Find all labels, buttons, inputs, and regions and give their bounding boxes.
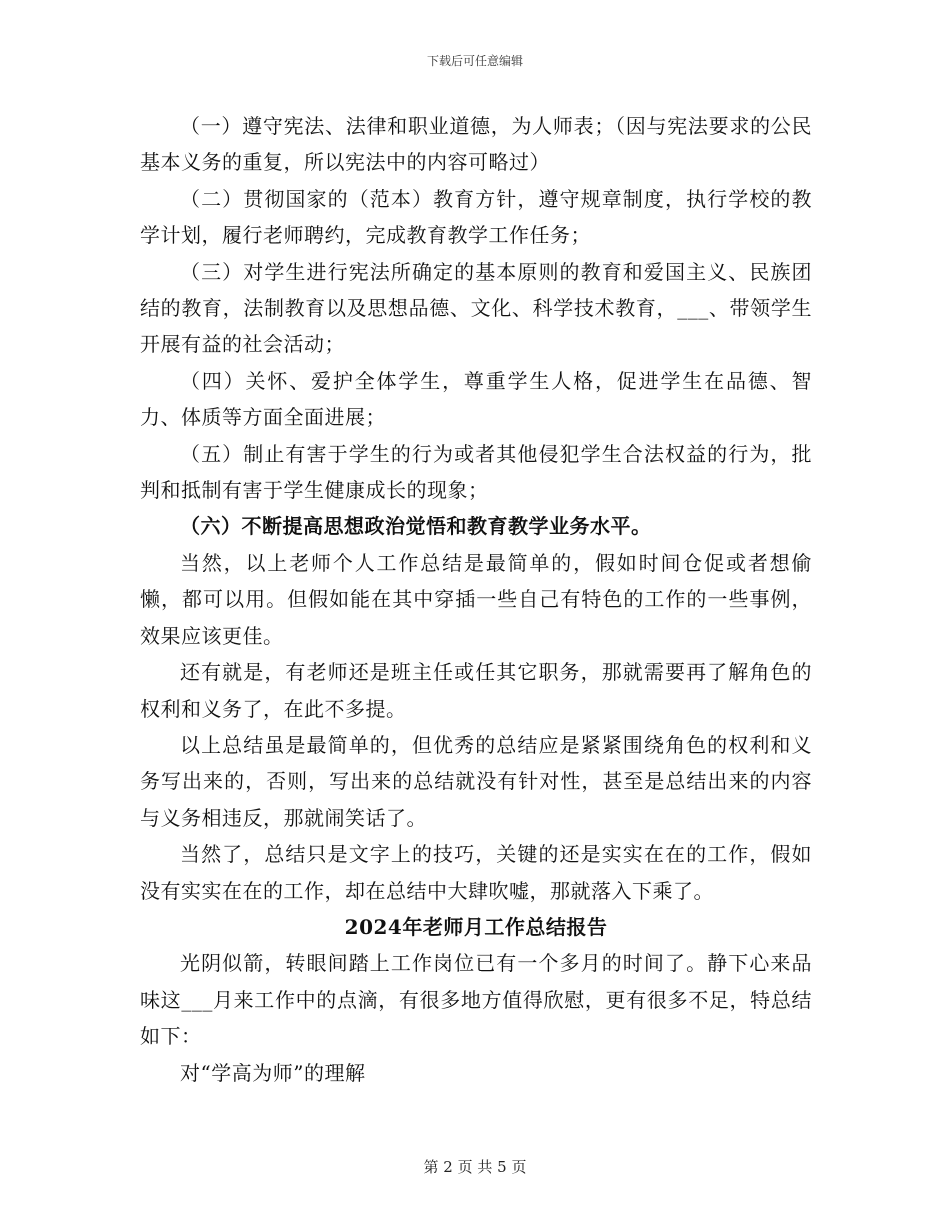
paragraph-duty-6: （六）不断提高思想政治觉悟和教育教学业务水平。	[180, 514, 652, 539]
page-header: 下载后可任意编辑	[426, 54, 523, 68]
paragraph-duty-3: （三）对学生进行宪法所确定的基本原则的教育和爱国主义、民族团结的教育，法制教育以及思想品德、文化、科学技术教育，___、带领学生开展有益的社会活动；	[140, 259, 812, 357]
paragraph-duty-5: （五）制止有害于学生的行为或者其他侵犯学生合法权益的行为，批判和抵制有害于学生健康成长的现象；	[140, 441, 812, 503]
paragraph-duty-4: （四）关怀、爱护全体学生，尊重学生人格，促进学生在品德、智力、体质等方面全面进展；	[140, 368, 812, 430]
paragraph-summary-note-4: 当然了，总结只是文字上的技巧，关键的还是实实在在的工作，假如没有实实在在的工作，却在总结中大肆吹嘘，那就落入下乘了。	[140, 842, 812, 903]
paragraph-duty-2: （二）贯彻国家的（范本）教育方针，遵守规章制度，执行学校的教学计划，履行老师聘约，完成教育教学工作任务；	[140, 186, 812, 248]
paragraph-summary-note-3: 以上总结虽是最简单的，但优秀的总结应是紧紧围绕角色的权利和义务写出来的，否则，写出来的总结就没有针对性，甚至是总结出来的内容与义务相违反，那就闹笑话了。	[140, 732, 812, 830]
paragraph-duty-1: （一）遵守宪法、法律和职业道德，为人师表；（因与宪法要求的公民基本义务的重复，所以宪法中的内容可略过）	[140, 114, 812, 175]
document-body	[140, 108, 812, 1091]
section-heading: 2024年老师月工作总结报告	[344, 914, 608, 939]
paragraph-section-subtitle: 对“学高为师”的理解	[180, 1060, 366, 1085]
paragraph-summary-note-2: 还有就是，有老师还是班主任或任其它职务，那就需要再了解角色的权利和义务了，在此不多提。	[140, 660, 812, 721]
paragraph-summary-note-1: 当然，以上老师个人工作总结是最简单的，假如时间仓促或者想偷懒，都可以用。但假如能在其中穿插一些自己有特色的工作的一些事例，效果应该更佳。	[140, 550, 812, 648]
paragraph-section-intro: 光阴似箭，转眼间踏上工作岗位已有一个多月的时间了。静下心来品味这___月来工作中的点滴，有很多地方值得欣慰，更有很多不足，特总结如下：	[140, 951, 812, 1049]
page-footer: 第 2 页 共 5 页	[423, 1158, 527, 1176]
